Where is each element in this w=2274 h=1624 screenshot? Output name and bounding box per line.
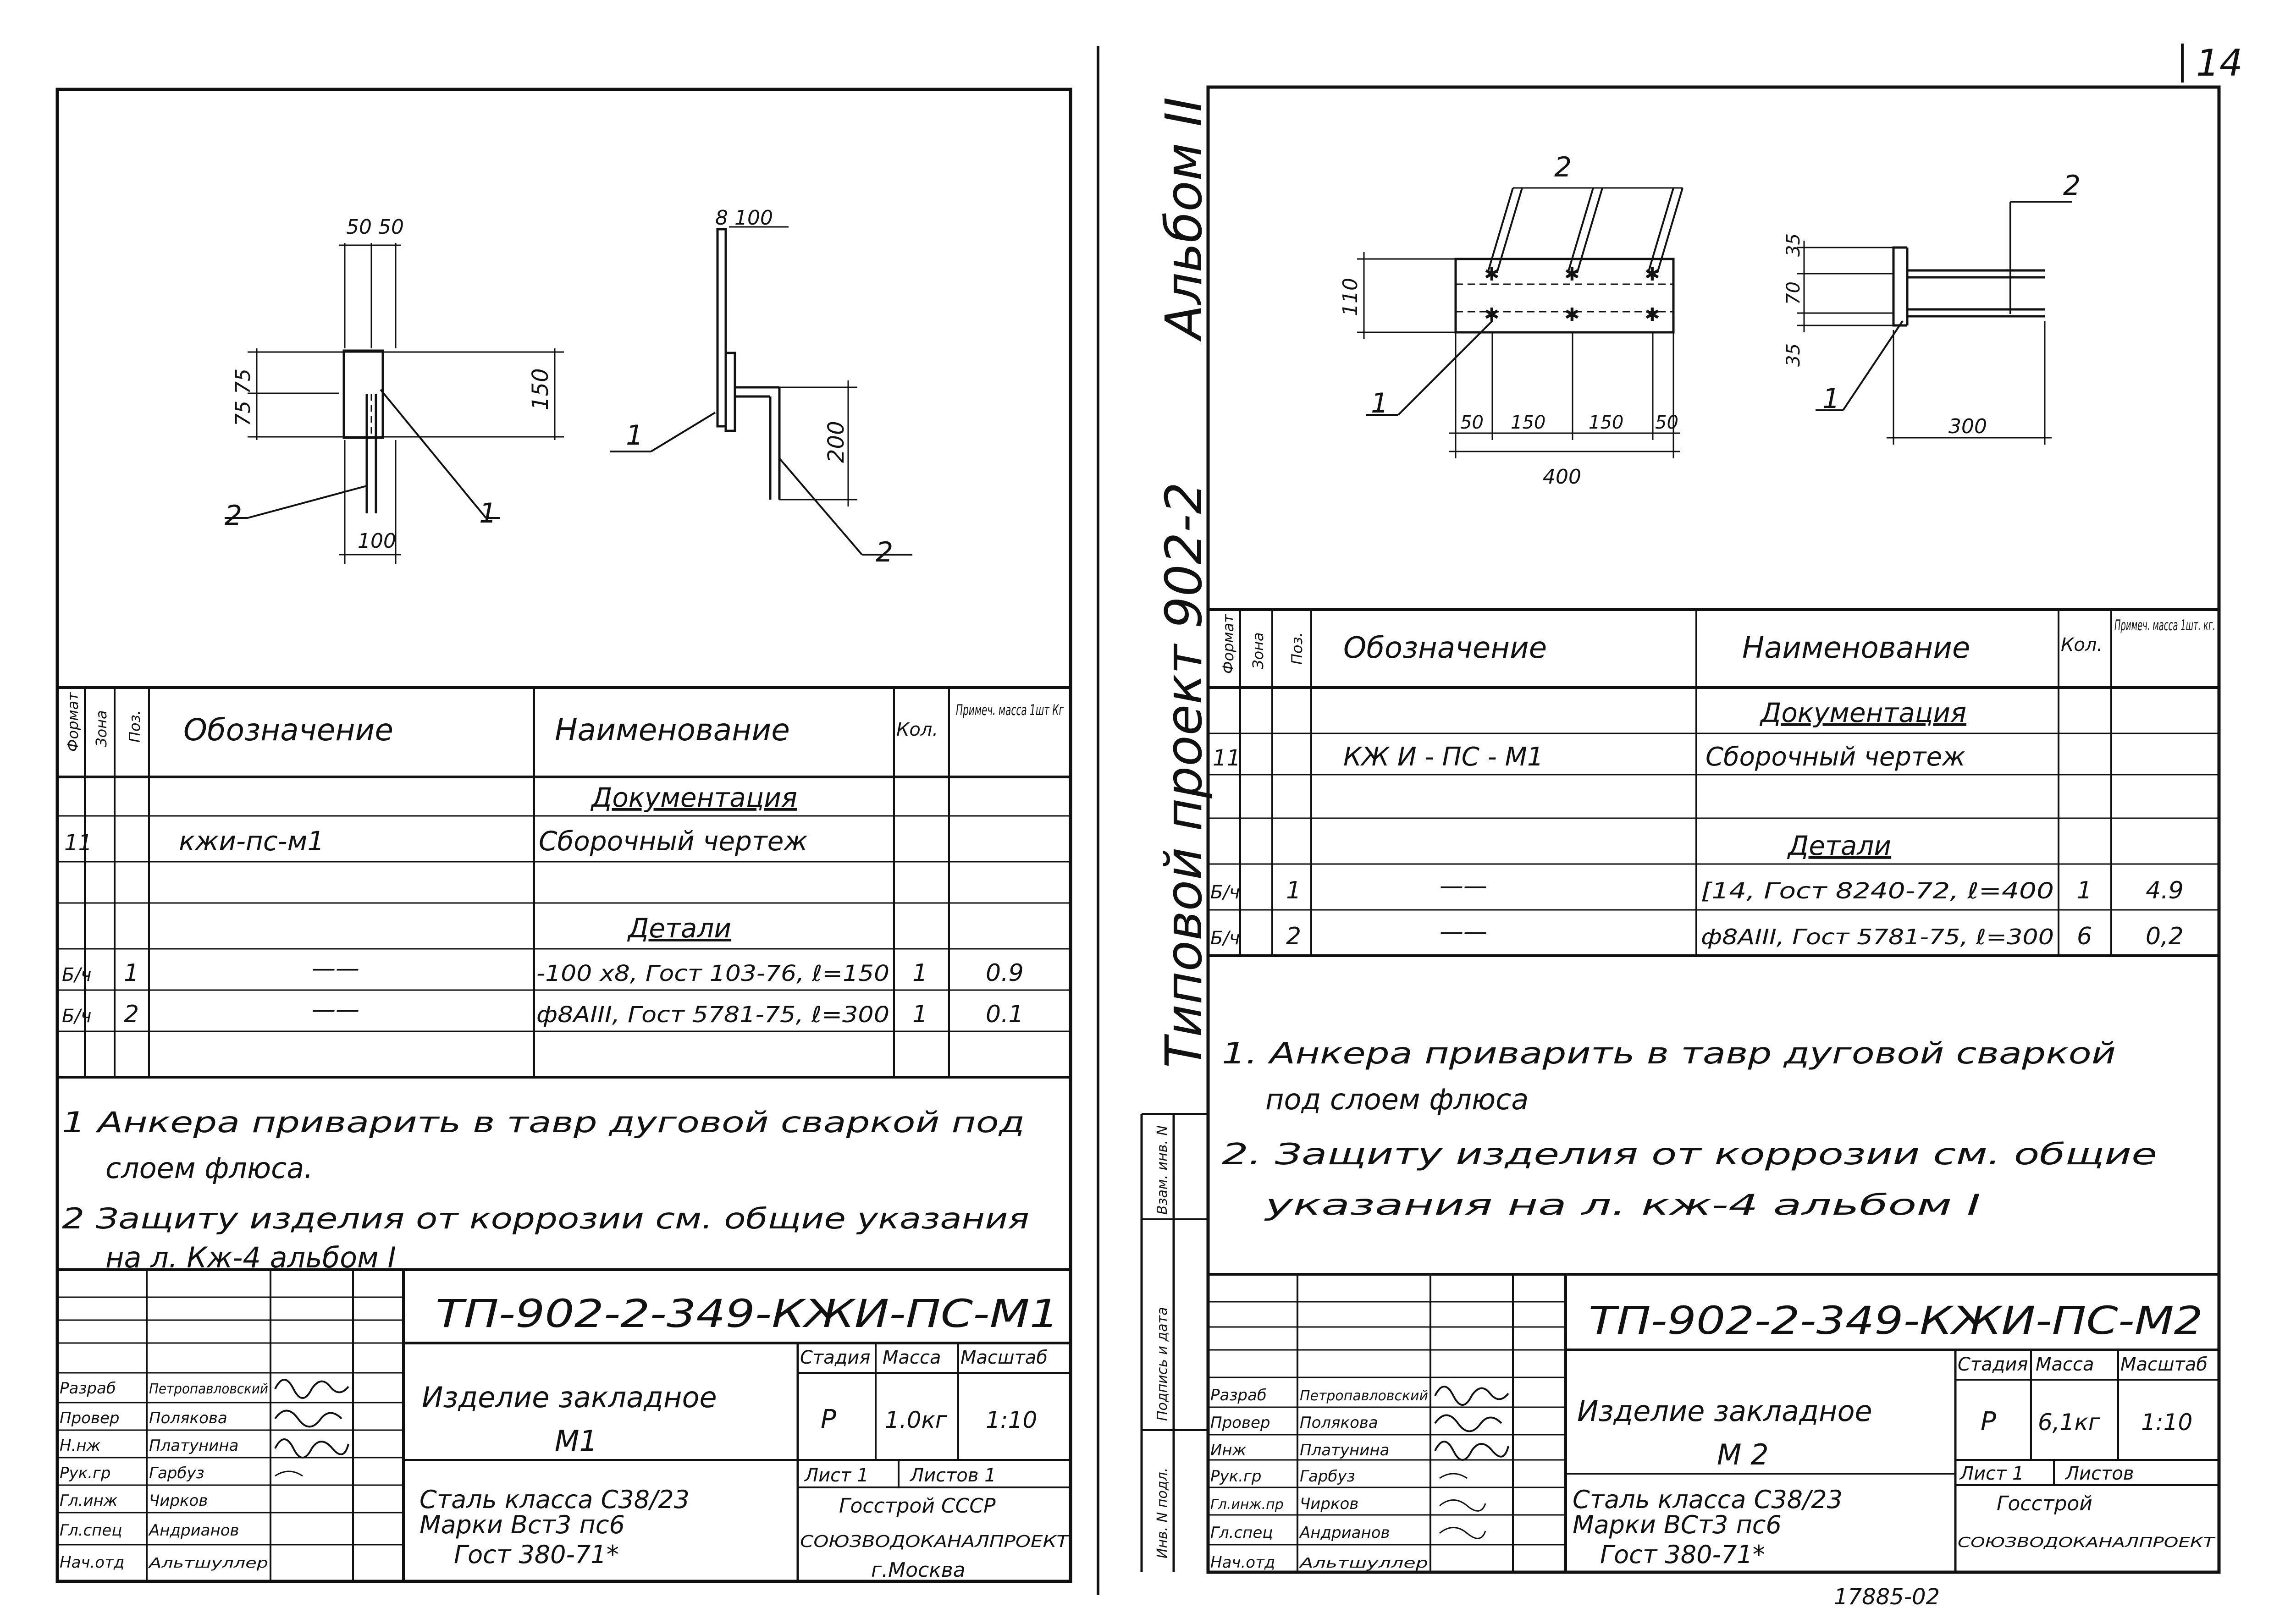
- drawing-text: Обозначение: [183, 712, 393, 748]
- right-sheet: [1142, 87, 2219, 1610]
- drawing-text: Изделие закладное: [1577, 1394, 1872, 1428]
- drawing-stroke: ✱: [1645, 264, 1660, 285]
- drawing-text: Платунина: [149, 1437, 239, 1455]
- left-sheet: [57, 89, 1071, 1582]
- drawing-text: Б/ч: [1210, 928, 1240, 949]
- right-notes: [1222, 1037, 2157, 1222]
- drawing-text: Лист 1: [805, 1465, 869, 1486]
- drawing-text: 70: [1783, 281, 1804, 305]
- drawing-stroke: [1893, 248, 1907, 325]
- drawing-text: 100: [358, 529, 396, 553]
- drawing-text: М 2: [1717, 1438, 1769, 1471]
- drawing-text: СОЮЗВОДОКАНАЛПРОЕКТ: [800, 1532, 1070, 1551]
- drawing-text: Изделие закладное: [422, 1381, 717, 1414]
- drawing-text: Андрианов: [1300, 1524, 1390, 1542]
- drawing-text: 50: [1655, 412, 1678, 433]
- drawing-text: 50: [1460, 412, 1484, 433]
- drawing-text: Сталь класса С38/23: [419, 1485, 690, 1514]
- drawing-text: 1:10: [986, 1407, 1038, 1433]
- signature-scribble: [275, 1471, 303, 1476]
- drawing-text: Гарбуз: [149, 1464, 204, 1482]
- drawing-text: Детали: [1788, 830, 1892, 861]
- drawing-text: ——: [1440, 918, 1487, 946]
- signature-scribble: [1440, 1528, 1485, 1539]
- left-detail-drawing: [225, 206, 912, 568]
- drawing-stroke: [718, 229, 726, 426]
- drawing-text: Масса: [883, 1347, 941, 1368]
- drawing-text: Детали: [628, 913, 732, 944]
- drawing-text: 200: [823, 421, 849, 463]
- signature-scribble: [1435, 1387, 1508, 1405]
- drawing-text: СОЮЗВОДОКАНАЛПРОЕКТ: [1958, 1535, 2216, 1551]
- drawing-text: 150: [1511, 412, 1546, 433]
- drawing-text: 1: [479, 497, 497, 529]
- drawing-text: Гл.инж.пр: [1210, 1497, 1284, 1513]
- drawing-text: Формат: [64, 692, 82, 752]
- drawing-text: 2. Защиту изделия от коррозии см. общие: [1222, 1138, 2157, 1172]
- drawing-text: кжи-пс-м1: [179, 826, 325, 857]
- drawing-text: Лист 1: [1960, 1463, 2024, 1484]
- drawing-text: Документация: [1761, 697, 1966, 728]
- drawing-text: 2: [876, 536, 894, 568]
- drawing-text: Петропавловский: [1300, 1388, 1428, 1404]
- drawing-text: Рук.гр: [1210, 1467, 1262, 1486]
- drawing-text: Петропавловский: [149, 1381, 268, 1397]
- drawing-stroke: ✱: [1564, 304, 1580, 325]
- drawing-text: на л. Кж-4 альбом I: [105, 1241, 396, 1274]
- drawing-text: Гарбуз: [1300, 1467, 1355, 1486]
- drawing-text: 35: [1783, 233, 1804, 257]
- drawing-text: 1: [2077, 877, 2092, 904]
- drawing-text: 11: [1213, 745, 1241, 771]
- signature-scribble: [275, 1439, 348, 1458]
- drawing-text: Взам. инв. N: [1154, 1125, 1170, 1215]
- drawing-text: Б/ч: [62, 1006, 92, 1027]
- drawing-text: Инж: [1210, 1441, 1247, 1459]
- drawing-text: 1: [912, 959, 928, 987]
- drawing-text: 1: [626, 419, 644, 451]
- drawing-text: Сталь класса С38/23: [1573, 1485, 1843, 1514]
- album-label: Альбом II: [1154, 97, 1213, 339]
- drawing-text: 0.9: [986, 959, 1024, 987]
- drawing-text: 35: [1783, 343, 1804, 367]
- drawing-text: Провер: [60, 1409, 120, 1427]
- drawing-text: Инв. N подл.: [1154, 1467, 1170, 1558]
- drawing-text: М1: [555, 1424, 597, 1458]
- drawing-stroke: [779, 458, 862, 555]
- drawing-text: Листов 1: [910, 1465, 996, 1486]
- drawing-text: 1: [1286, 877, 1302, 904]
- drawing-text: Кол.: [896, 719, 938, 740]
- right-title-block: [1208, 1274, 2219, 1572]
- signature-scribble: [1435, 1415, 1501, 1431]
- drawing-text: Альтшуллер: [1298, 1555, 1428, 1571]
- drawing-stroke: [1398, 321, 1492, 415]
- project-label: Типовой проект 902-2: [1154, 482, 1213, 1068]
- drawing-text: 2: [2063, 170, 2081, 202]
- drawing-text: Полякова: [1300, 1414, 1378, 1432]
- drawing-text: КЖ И - ПС - М1: [1343, 742, 1544, 772]
- drawing-text: -100 x8, Гост 103-76, ℓ=150: [536, 961, 889, 986]
- drawing-text: Гл.инж: [60, 1492, 118, 1510]
- drawing-text: 1: [1371, 387, 1389, 419]
- drawing-stroke: [248, 486, 367, 518]
- signature-scribble: [1435, 1442, 1508, 1460]
- drawing-text: Марки Вст3 пс6: [419, 1510, 625, 1539]
- drawing-text: 1: [1822, 383, 1840, 415]
- left-spec-table: [57, 688, 1071, 1077]
- drawing-text: 75 75: [232, 369, 255, 426]
- drawing-stroke: ✱: [1645, 304, 1660, 325]
- drawing-text: Наименование: [1742, 631, 1970, 665]
- drawing-text: 1: [124, 959, 139, 987]
- drawing-text: Андрианов: [149, 1521, 239, 1540]
- drawing-text: Обозначение: [1343, 631, 1547, 665]
- drawing-text: Платунина: [1300, 1441, 1390, 1459]
- drawing-text: Стадия: [1958, 1354, 2028, 1375]
- drawing-text: 1 Анкера приварить в тавр дуговой сваркой под: [62, 1106, 1025, 1139]
- drawing-text: Гост 380-71*: [454, 1540, 619, 1569]
- bottom-note: 17885-02: [1834, 1584, 1940, 1610]
- drawing-text: 6,1кг: [2038, 1409, 2100, 1436]
- drawing-text: Разраб: [60, 1379, 116, 1398]
- drawing-text: 1: [912, 1001, 928, 1028]
- drawing-text: 1. Анкера приварить в тавр дуговой сваркой: [1222, 1037, 2116, 1071]
- drawing-stroke: ✱: [1484, 304, 1500, 325]
- drawing-text: ——: [1440, 872, 1487, 900]
- drawing-text: Документация: [591, 782, 797, 813]
- drawing-text: 2: [1554, 151, 1572, 183]
- drawing-text: 400: [1543, 465, 1581, 489]
- signature-scribble: [275, 1411, 342, 1427]
- drawing-stroke: [726, 353, 735, 431]
- drawing-text: слоем флюса.: [105, 1151, 313, 1185]
- drawing-text: Подпись и дата: [1154, 1307, 1170, 1421]
- drawing-text: 110: [1339, 278, 1362, 316]
- drawing-text: Марки ВСт3 пс6: [1573, 1510, 1782, 1539]
- drawing-text: Формат: [1220, 614, 1237, 674]
- drawing-stroke: [651, 413, 715, 451]
- drawing-text: 11: [64, 830, 93, 856]
- drawing-text: Поз.: [1288, 632, 1306, 665]
- drawing-text: Рук.гр: [60, 1464, 111, 1482]
- drawing-text: Госстрой: [1997, 1492, 2092, 1515]
- drawing-text: 0,2: [2146, 923, 2184, 950]
- drawing-text: ф8АIII, Гост 5781-75, ℓ=300: [536, 1002, 889, 1028]
- drawing-text: 2: [225, 500, 243, 532]
- drawing-text: Р: [821, 1404, 836, 1434]
- drawing-text: указания на л. кж-4 альбом I: [1264, 1188, 1981, 1222]
- drawing-text: Стадия: [800, 1347, 871, 1368]
- drawing-text: Масштаб: [2120, 1354, 2208, 1375]
- drawing-text: Чирков: [1300, 1495, 1359, 1513]
- drawing-text: Чирков: [149, 1492, 208, 1510]
- drawing-text: 2 Защиту изделия от коррозии см. общие указания: [62, 1202, 1029, 1235]
- right-detail-drawing: [1339, 151, 2081, 489]
- drawing-text: Кол.: [2061, 634, 2103, 655]
- drawing-text: ——: [312, 955, 359, 982]
- drawing-text: 2: [124, 1001, 139, 1028]
- drawing-text: [14, Гост 8240-72, ℓ=400: [1701, 878, 2054, 904]
- page-number: 14: [2196, 42, 2243, 84]
- drawing-text: 150: [1589, 412, 1624, 433]
- drawing-text: Наименование: [555, 712, 790, 748]
- drawing-text: ф8АIII, Гост 5781-75, ℓ=300: [1701, 925, 2054, 949]
- drawing-text: 6: [2077, 923, 2092, 950]
- drawing-text: 0.1: [986, 1001, 1024, 1028]
- drawing-text: Разраб: [1210, 1386, 1267, 1404]
- drawing-text: Госстрой СССР: [839, 1494, 996, 1518]
- left-stamp-code: ТП-902-2-349-КЖИ-ПС-М1: [436, 1291, 1059, 1336]
- drawing-text: Сборочный чертеж: [539, 826, 808, 857]
- drawing-text: 1:10: [2141, 1409, 2193, 1436]
- drawing-stroke: ✱: [1484, 264, 1500, 285]
- drawing-text: ——: [312, 996, 359, 1024]
- drawing-text: 50 50: [346, 215, 404, 239]
- drawing-text: Поз.: [126, 710, 144, 743]
- drawing-text: 4.9: [2146, 877, 2184, 904]
- drawing-text: 300: [1948, 415, 1987, 438]
- drawing-text: Полякова: [149, 1409, 227, 1427]
- right-stamp-code: ТП-902-2-349-КЖИ-ПС-М2: [1589, 1298, 2203, 1343]
- drawing-text: Провер: [1210, 1414, 1270, 1432]
- drawing-text: Гл.спец: [60, 1521, 122, 1540]
- drawing-text: Сборочный чертеж: [1706, 742, 1965, 772]
- drawing-text: Б/ч: [62, 964, 92, 985]
- drawing-text: Гл.спец: [1210, 1524, 1273, 1542]
- drawing-text: Б/ч: [1210, 882, 1240, 903]
- drawing-text: Примеч. масса 1шт. кг.: [2114, 617, 2215, 634]
- signature-scribble: [1440, 1500, 1485, 1511]
- signature-scribble: [275, 1380, 348, 1398]
- drawing-text: Листов: [2065, 1463, 2134, 1484]
- drawing-text: Зона: [93, 710, 110, 747]
- drawing-text: Примеч. масса 1шт Кг: [956, 701, 1064, 719]
- drawing-stroke: ✱: [1564, 264, 1580, 285]
- drawing-text: Масштаб: [960, 1347, 1048, 1368]
- drawing-text: Нач.отд: [1210, 1553, 1275, 1572]
- drawing-text: Масса: [2036, 1354, 2094, 1375]
- right-spec-table: [1208, 610, 2219, 956]
- drawing-text: 2: [1286, 923, 1302, 950]
- drawing-text: Н.нж: [60, 1437, 101, 1455]
- drawing-text: г.Москва: [871, 1558, 966, 1582]
- drawing-text: Зона: [1249, 632, 1267, 669]
- drawing-text: Альтшуллер: [148, 1555, 268, 1571]
- drawing-text: Нач.отд: [60, 1553, 125, 1572]
- drawing-text: Р: [1981, 1407, 1996, 1437]
- left-notes: [62, 1106, 1029, 1274]
- signature-scribble: [1440, 1474, 1467, 1478]
- drawing-text: 8 100: [715, 206, 773, 230]
- drawing-text: под слоем флюса: [1265, 1083, 1529, 1116]
- drawing-text: Гост 380-71*: [1600, 1540, 1765, 1569]
- drawing-text: 1.0кг: [885, 1407, 947, 1433]
- left-title-block: [57, 1270, 1071, 1582]
- drawing-text: 150: [528, 368, 553, 410]
